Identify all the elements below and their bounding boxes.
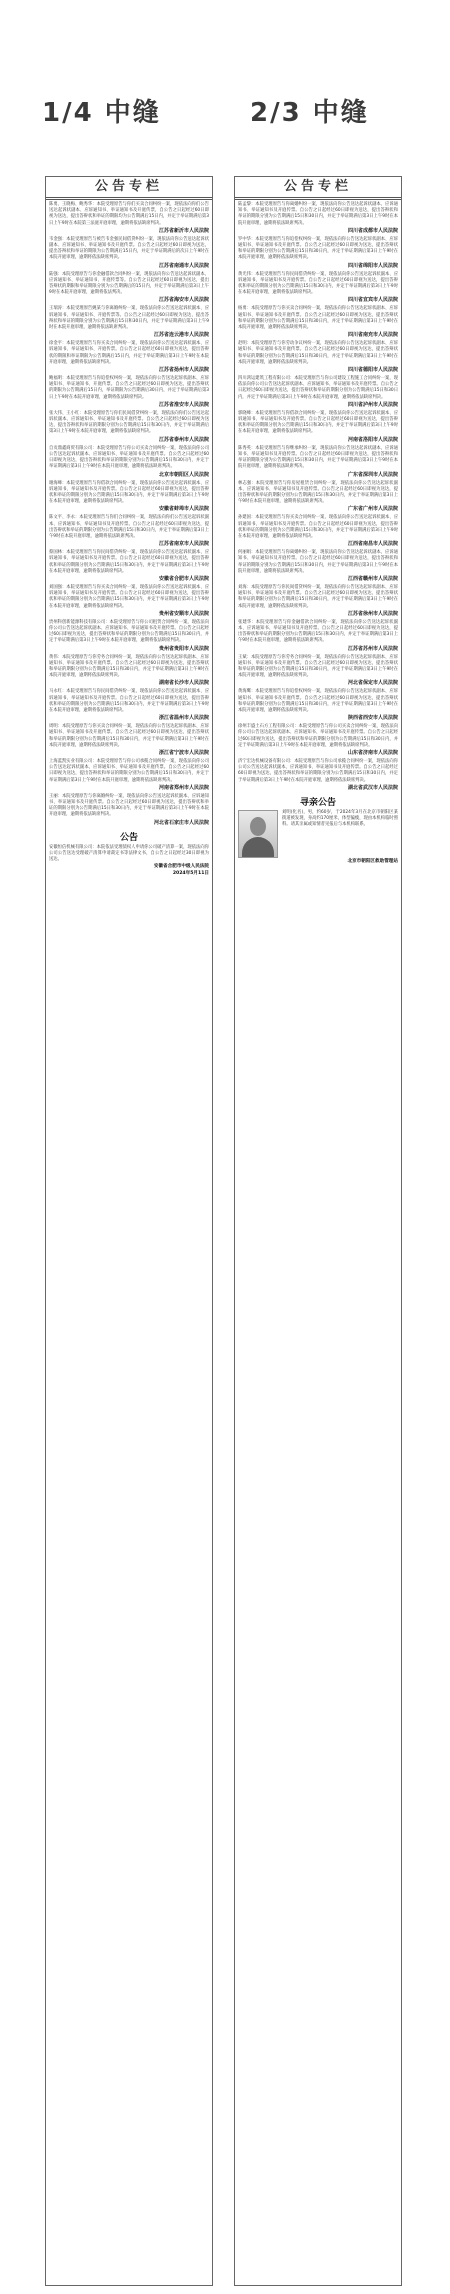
notice-item [238,411,398,444]
notice-item [49,724,209,757]
notice-item [238,689,398,722]
notice-text: 上海蓝凯实业有限公司：本院受理原告与你公司承揽合同纠纷一案，现依法向你公司公告送达起诉状副本、应诉通知书、举证通知书及开庭传票。自公告之日起经过60日即视为送达，提出答辩状和举证的期限分别为公告期满后15日和30日内，并定于举证期满后第3日上午9时在本院开庭审理，逾期将依法缺席判决。 [49,759,209,783]
notice-court: 四川省成都市人民法院 [347,227,398,234]
notice-court: 江苏省扬州市人民法院 [158,367,209,374]
notice-text: 赵明：本院受理原告与你劳动争议纠纷一案，现依法向你公告送达起诉状副本、应诉通知书、举证通知书及开庭传票。自公告之日起经过60日即视为送达，提出答辩状和举证的期限分别为公告期满后15日和30日内，并定于举证期满后第3日上午9时在本院开庭审理，逾期将依法缺席判决。 [238,341,398,365]
page-header [0,0,450,150]
notice-text: 陈文平、李永：本院受理原告与你们合同纠纷一案，现依法向你们公告送达起诉状副本、应诉通知书、举证通知书及开庭传票。自公告之日起经过60日即视为送达，提出答辩状和举证的期限分别为公告期满后15日和30日内，并定于举证期满后第3日上午9时在本院开庭审理，逾期将依法缺席判决。 [49,515,209,539]
notice-court: 浙江省宁波市人民法院 [158,750,209,756]
notice-text: 孙建国：本院受理原告与你买卖合同纠纷一案，现依法向你公告送达起诉状副本、应诉通知书、举证通知书及开庭传票。自公告之日起经过60日即视为送达，提出答辩状和举证的期限分别为公告期满后15日和30日内，并定于举证期满后第3日上午9时在本院开庭审理，逾期将依法缺席判决。 [238,515,398,539]
notice-item [49,515,209,548]
notice-court: 江苏省南京市人民法院 [158,541,209,548]
notice-text: 王瑞涛：本院受理原告姚某与你离婚纠纷一案，现依法向你公告送达起诉状副本、应诉通知书、举证通知书、开庭传票等。自公告之日起经过60日即视为送达，提出答辩状和举证的期限分别为公告期满后15日和30日内，并定于举证期满后第3日上午9时在本院开庭审理，逾期将依法缺席判决。 [49,306,209,331]
final-notice-text: 安徽恒信机械有限公司：本院依法受理债权人申请你公司破产清算一案，现依法向你公司公告送达受理破产清算申请裁定书等法律文书，自公告之日起经过30日即视为送达。 [49,844,209,863]
notice-court: 安徽省合肥市人民法院 [158,575,209,582]
notice-item [238,620,398,653]
notice-item [49,585,209,618]
notice-text: 贵州科创新能源科技有限公司：本院受理原告与你公司租赁合同纠纷一案，现依法向你公司公告送达起诉状副本、应诉通知书、举证通知书及开庭传票。自公告之日起经过60日即视为送达，提出答辩状和举证的期限分别为公告期满后15日和30日内，并定于举证期满后第3日上午9时在本院开庭审理，逾期将依法缺席判决。 [49,619,209,644]
notice-item [238,481,398,514]
notice-text: 罗中华：本院受理原告与你追偿权纠纷一案，现依法向你公告送达起诉状副本、应诉通知书、举证通知书及开庭传票。自公告之日起经过60日即视为送达，提出答辩状和举证的期限分别为公告期满后15日和30日内，并定于举证期满后第3日上午9时在本院开庭审理，逾期将依法缺席判决。 [238,236,398,261]
notice-item [238,341,398,374]
notice-item [238,724,398,757]
missing-person-text: 刘明(化名)，男，约60岁，于2024年3月在北京市朝阳区某街道被发现，身高约170厘米，体型偏瘦，现由本机构临时照料。请其亲属或知情者见报后与本机构联系。 [282,809,398,828]
notice-court: 北京市朝阳区人民法院 [158,471,209,478]
notice-item [238,550,398,583]
notice-court: 江苏省淮安市人民法院 [158,401,209,408]
notice-text: 张大伟、王小红：本院受理原告与你们民间借贷纠纷一案，现依法向你们公告送达起诉状副本、应诉通知书、举证通知书及开庭传票。自公告之日起经过60日即视为送达，提出答辩状和举证的期限分别为公告期满后15日和30日内，并定于举证期满后第3日上午9时在本院开庭审理，逾期将依法缺席判决。 [49,410,209,435]
notice-text: 济宁宏达机械设备有限公司：本院受理原告与你公司承揽合同纠纷一案，现依法向你公司公告送达起诉状副本、应诉通知书、举证通知书及开庭传票。自公告之日起经过60日即视为送达，提出答辩状和举证的期限分别为公告期满后15日和30日内，并定于举证期满后第3日上午9时在本院开庭审理，逾期将依法缺席判决。 [238,759,398,783]
notice-court: 江苏省新沂市人民法院 [158,227,209,234]
notice-item [49,202,209,235]
column-body [235,200,401,865]
notice-column-right [234,176,402,2286]
fold-label-left: 1/4 中缝 [42,98,161,128]
notice-text: 周明：本院受理原告与你买卖合同纠纷一案，现依法向你公告送达起诉状副本、应诉通知书、举证通知书及开庭传票。自公告之日起经过60日即视为送达，提出答辩状和举证的期限分别为公告期满后15日和30日内，并定于举证期满后第3日上午9时在本院开庭审理，逾期将依法缺席判决。 [49,724,209,748]
notice-court: 湖北省武汉市人民法院 [347,784,398,791]
notice-text: 韦金强：本院受理原告与被告韦金强民间借贷纠纷一案，现依法向你公告送达起诉状副本、应诉通知书、举证通知书及开庭传票。自公告之日起经过60日即视为送达，提出答辩状和举证的期限为公告期满后15日内，并定于举证期满后的次日上午9时在本院开庭审理，逾期将依法缺席判决。 [49,236,209,261]
notice-text: 杨勇：本院受理原告与你买卖合同纠纷一案，现依法向你公告送达起诉状副本、应诉通知书、举证通知书及开庭传票。自公告之日起经过60日即视为送达，提出答辩状和举证的期限分别为公告期满后15日和30日内，并定于举证期满后第3日上午9时在本院开庭审理，逾期将依法缺席判决。 [238,306,398,331]
notice-text: 郭晓峰：本院受理原告与你借款合同纠纷一案，现依法向你公告送达起诉状副本、应诉通知书、举证通知书及开庭传票。自公告之日起经过60日即视为送达，提出答辩状和举证的期限分别为公告期满后15日和30日内，并定于举证期满后第3日上午9时在本院开庭审理，逾期将依法缺席判决。 [238,410,398,435]
notice-court: 河北省保定市人民法院 [347,680,398,687]
photo-shoulders [242,837,274,858]
missing-person-row [238,810,398,858]
notice-text: 徐州丰盛土石方工程有限公司：本院受理原告与你公司买卖合同纠纷一案，现依法向你公司公告送达起诉状副本、应诉通知书、举证通知书及开庭传票。自公告之日起经过60日即视为送达，提出答辩状和举证的期限分别为公告期满后15日和30日内，并定于举证期满后第3日上午9时在本院开庭审理，逾期将依法缺席判决。 [238,724,398,748]
column-title: 公告专栏 [46,177,212,200]
notice-item [49,341,209,374]
notice-court: 广东省广州市人民法院 [347,506,398,513]
notice-text: 张建华：本院受理原告与你金融借款合同纠纷一案，现依法向你公告送达起诉状副本、应诉通知书、举证通知书及开庭传票。自公告之日起经过60日即视为送达，提出答辩状和举证的期限分别为公告期满后15日和30日内，并定于举证期满后第3日上午9时在本院开庭审理，逾期将依法缺席判决。 [238,619,398,644]
missing-person-sign: 北京市朝阳区救助管理站 [347,858,398,864]
notice-text: 马永红：本院受理原告与你民间借贷纠纷一案，现依法向你公告送达起诉状副本、应诉通知书、举证通知书及开庭传票。自公告之日起经过60日即视为送达，提出答辩状和举证的期限分别为公告期满后15日和30日内，并定于举证期满后第3日上午9时在本院开庭审理，逾期将依法缺席判决。 [49,689,209,713]
notice-court: 江西省南昌市人民法院 [347,541,398,548]
notice-text: 陆强：本院受理原告与你金融借款合同纠纷一案，现依法向你公告送达起诉状副本、应诉通知书、举证通知书、开庭传票等。自公告之日起经过60日即视为送达，提出答辩状的期限和举证期限分别为公告期满后的15日内，并定于举证期满后第3日上午9时在本院开庭审理，逾期将依法判决。 [49,271,209,296]
notice-text: 黄海鹰：本院受理原告与你追偿权纠纷一案，现依法向你公告送达起诉状副本、应诉通知书、举证通知书及开庭传票。自公告之日起经过60日即视为送达，提出答辩状和举证的期限分别为公告期满后15日和30日内，并定于举证期满后第3日上午9时在本院开庭审理，逾期将依法缺席判决。 [238,689,398,713]
notice-text: 林志强：本院受理原告与你房屋租赁合同纠纷一案，现依法向你公告送达起诉状副本、应诉通知书、举证通知书及开庭传票。自公告之日起经过60日即视为送达，提出答辩状和举证的期限分别为公告期满后15日和30日内，并定于举证期满后第3日上午9时在本院开庭审理，逾期将依法缺席判决。 [238,480,398,505]
notice-court: 江苏省南通市人民法院 [158,262,209,269]
notice-court: 贵州省贵阳市人民法院 [158,645,209,652]
notice-court: 河南省洛阳市人民法院 [347,436,398,443]
notice-court: 四川省宜宾市人民法院 [347,297,398,304]
notice-text: 鲍福明：本院受理原告与你追偿权纠纷一案，现依法向你公告送达起诉状副本、应诉通知书、举证通知书、开庭传票。自公告之日起经过60日即视为送达，提出答辩状的期限为公告期满后15日内，举证期限为公告期满后30日内，并定于举证期满后第3日上午9时在本院开庭审理，逾期将依法缺席判决。 [49,376,209,400]
notice-item [238,515,398,548]
notice-court: 贵州省安顺市人民法院 [158,610,209,617]
column-title: 公告专栏 [235,177,401,200]
notice-court: 山东省济南市人民法院 [347,750,398,756]
column-body [46,200,212,877]
notice-court: 浙江省温州市人民法院 [158,715,209,722]
notice-court: 江西省赣州市人民法院 [347,575,398,582]
notice-item [49,237,209,270]
missing-person-title: 寻亲公告 [299,797,336,808]
final-notice-date: 2024年5月11日 [172,871,209,877]
notice-item [238,446,398,479]
notice-item [49,481,209,514]
notice-text: 刘海：本院受理原告与你民间借贷纠纷一案，现依法向你公告送达起诉状副本、应诉通知书、举证通知书及开庭传票。自公告之日起经过60日即视为送达，提出答辩状和举证的期限分别为公告期满后15日和30日内，并定于举证期满后第3日上午9时在本院开庭审理，逾期将依法缺席判决。 [238,584,398,609]
notice-item [238,272,398,305]
notice-item [238,655,398,688]
notice-court: 湖南省长沙市人民法院 [158,680,209,687]
notice-text: 刘国强：本院受理原告与你买卖合同纠纷一案，现依法向你公告送达起诉状副本、应诉通知书、举证通知书及开庭传票。自公告之日起经过60日即视为送达，提出答辩状和举证的期限分别为公告期满后15日和30日内，并定于举证期满后第3日上午9时在本院开庭审理，逾期将依法缺席判决。 [49,584,209,609]
notice-court: 安徽省蚌埠市人民法院 [158,506,209,513]
notice-text: 徐金平：本院受理原告与你买卖合同纠纷一案，现依法向你公告送达起诉状副本、应诉通知书、举证通知书、开庭传票。自公告之日起经过60日即视为送达，提出答辩状的期限和举证期限为公告期满后15日内，并定于举证期满后第3日上午9时在本院开庭审理，逾期将依法缺席判决。 [49,341,209,365]
notice-court: 广东省深圳市人民法院 [347,471,398,478]
notice-text: 陈秀英：本院受理原告与你继承纠纷一案，现依法向你公告送达起诉状副本、应诉通知书、举证通知书及开庭传票。自公告之日起经过60日即视为送达，提出答辩状和举证的期限分别为公告期满后15日和30日内，并定于举证期满后第3日上午9时在本院开庭审理，逾期将依法缺席判决。 [238,445,398,470]
notice-item [49,376,209,409]
notice-court: 江苏省苏州市人民法院 [347,645,398,652]
notice-item [49,689,209,722]
notice-item [238,202,398,235]
notice-column-left [45,176,213,2286]
notice-court: 河北省石家庄市人民法院 [153,819,209,826]
notice-court: 河南省郑州市人民法院 [158,784,209,791]
notice-text: 陆孟黎：本院受理原告与你离婚纠纷一案，现依法向你公告送达起诉状副本、应诉通知书、举证通知书及开庭传票。自公告之日起经过60日即视为送达，提出答辩状和举证的期限分别为公告期满后15日和30日内，并定于举证期满后第3日上午9时在本院开庭审理，逾期将依法缺席判决。 [238,202,398,226]
notice-item [49,446,209,479]
notice-court: 四川省德阳市人民法院 [347,367,398,374]
final-notice [49,830,209,878]
notice-item [49,411,209,444]
notice-text: 黄光伟：本院受理原告与你民间借贷纠纷一案，现依法向你公告送达起诉状副本、应诉通知书、举证通知书及开庭传票。自公告之日起经过60日即视为送达，提出答辩状和举证的期限分别为公告期满后15日和30日内，并定于举证期满后第3日上午9时在本院开庭审理，逾期将依法缺席判决。 [238,271,398,296]
notice-item [238,759,398,792]
notice-item [238,585,398,618]
fold-label-right: 2/3 中缝 [250,98,369,128]
photo-face [250,817,266,836]
missing-person-notice [238,795,398,865]
notice-item [49,272,209,305]
notice-text: 王斌：本院受理原告与你劳务合同纠纷一案，现依法向你公告送达起诉状副本、应诉通知书、举证通知书及开庭传票。自公告之日起经过60日即视为送达，提出答辩状和举证的期限分别为公告期满后15日和30日内，并定于举证期满后第3日上午9时在本院开庭审理，逾期将依法缺席判决。 [238,654,398,679]
notice-item [238,376,398,409]
notice-item [49,759,209,792]
notice-item [49,620,209,653]
notice-court: 江苏省徐州市人民法院 [347,610,398,617]
notice-court: 江苏省海安市人民法院 [158,297,209,304]
person-photo [238,810,278,858]
notice-text: 四川鸿运建筑工程有限公司：本院受理原告与你公司建设工程施工合同纠纷一案，现依法向你公司公告送达起诉状副本、应诉通知书、举证通知书及开庭传票。自公告之日起经过60日即视为送达，提出答辩状和举证的期限分别为公告期满后15日和30日内，并定于举证期满后第3日上午9时在本院开庭审理，逾期将依法缺席判决。 [238,376,398,400]
notice-text: 谢海峰：本院受理原告与你借款合同纠纷一案，现依法向你公告送达起诉状副本、应诉通知书、举证通知书及开庭传票。自公告之日起经过60日即视为送达，提出答辩状和举证的期限分别为公告期满后15日和30日内，并定于举证期满后第3日上午9时在本院开庭审理，逾期将依法缺席判决。 [49,480,209,505]
notice-court: 陕西省西安市人民法院 [347,715,398,722]
notice-item [49,655,209,688]
notice-item [49,550,209,583]
notice-text: 蔡国林：本院受理原告与你民间借贷纠纷一案，现依法向你公告送达起诉状副本、应诉通知书、举证通知书及开庭传票。自公告之日起经过60日即视为送达，提出答辩状和举证的期限分别为公告期满后15日和30日内，并定于举证期满后第3日上午9时在本院开庭审理，逾期将依法缺席判决。 [49,550,209,574]
notice-item [238,306,398,339]
notice-text: 陈勇、王晓梅、鲍秀华：本院受理原告与你们买卖合同纠纷一案，现依法向你们公告送达起诉状副本、应诉通知书、举证通知书及开庭传票，自公告之日起经过60日即视为送达，提出答辩状和举证的期限均为公告期满后15日内，并定于举证期满后第3日上午9时在本院第三法庭开庭审理，逾期将依法缺席判决。 [49,202,209,226]
notice-text: 王丽：本院受理原告与你离婚纠纷一案，现依法向你公告送达起诉状副本、应诉通知书、举证通知书及开庭传票。自公告之日起经过60日即视为送达，提出答辩状和举证的期限分别为公告期满后15日和30日内，并定于举证期满后第3日上午9时在本院开庭审理，逾期将依法缺席判决。 [49,793,209,818]
notice-text: 黄伟：本院受理原告与你劳务合同纠纷一案，现依法向你公告送达起诉状副本、应诉通知书、举证通知书及开庭传票。自公告之日起经过60日即视为送达，提出答辩状和举证的期限分别为公告期满后15日和30日内，并定于举证期满后第3日上午9时在本院开庭审理，逾期将依法缺席判决。 [49,654,209,679]
notice-item [49,794,209,827]
final-notice-title: 公告 [119,832,138,843]
final-notice-sign: 安徽省合肥市中级人民法院 [153,864,209,870]
notice-court: 江苏省泰州市人民法院 [158,436,209,443]
notice-item [49,306,209,339]
notice-court: 四川省南充市人民法院 [347,332,398,339]
notice-text: 自贡鼎鑫商贸有限公司：本院受理原告与你公司买卖合同纠纷一案，现依法向你公司公告送达起诉状副本、应诉通知书、举证通知书及开庭传票。自公告之日起经过60日即视为送达，提出答辩状和举证的期限分别为公告期满后15日和30日内，并定于举证期满后第3日上午9时在本院开庭审理，逾期将依法缺席判决。 [49,445,209,470]
notice-item [238,237,398,270]
notice-court: 四川省泸州市人民法院 [347,401,398,408]
notice-court: 四川省绵阳市人民法院 [347,262,398,269]
notice-text: 何丽娟：本院受理原告与你离婚纠纷一案，现依法向你公告送达起诉状副本、应诉通知书、举证通知书及开庭传票。自公告之日起经过60日即视为送达，提出答辩状和举证的期限分别为公告期满后15日和30日内，并定于举证期满后第3日上午9时在本院开庭审理，逾期将依法缺席判决。 [238,550,398,574]
notice-court: 江苏省连云港市人民法院 [153,332,209,339]
